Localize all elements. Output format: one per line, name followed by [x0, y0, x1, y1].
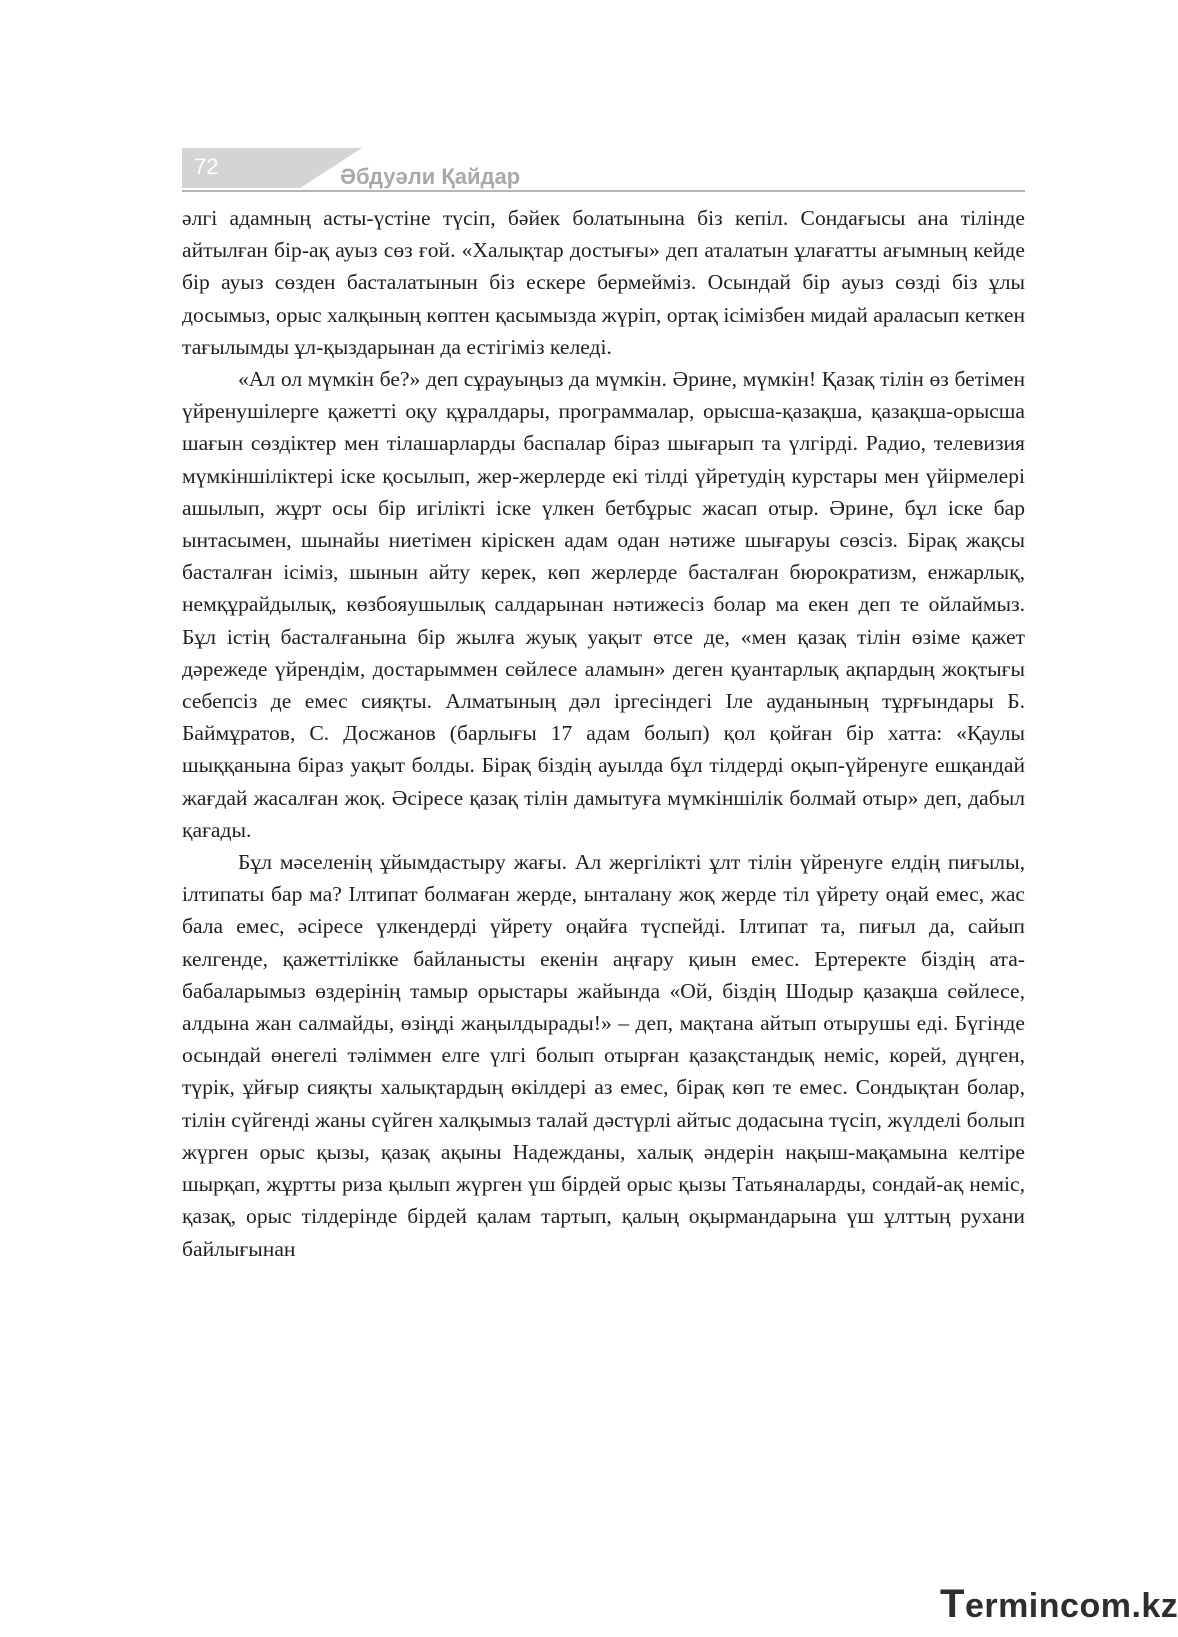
termincom-watermark-logo — [940, 1582, 1178, 1627]
page-header — [182, 148, 1025, 194]
body-text — [182, 202, 1025, 1265]
watermark-t: T — [940, 1582, 965, 1626]
paragraph-1: әлгі адамның асты-үстіне түсіп, бәйек болатынына біз кепіл. Сондағысы ана тілінде айтылған бір-ақ ауыз сөз ғой. «Халықтар достығы» деп аталатын ұлағатты ағымның кейде бір ауыз сөзден басталатынын біз ескере бермейміз. Осындай бір ауыз сөзді біз ұлы досымыз, орыс халқының көптен қасымызда жүріп, ортақ ісімізбен мидай араласып кеткен тағылымды ұл-қыздарынан да естігіміз келеді. — [182, 206, 1025, 359]
watermark-text: erminc — [964, 1587, 1080, 1625]
paragraph-2: «Ал ол мүмкін бе?» деп сұрауыңыз да мүмкін. Әрине, мүмкін! Қазақ тілін өз бетімен үйренушілерге қажетті оқу құралдары, программалар, орысша-қазақша, қазақша-орысша шағын сөздіктер мен тілашарларды баспалар біраз шығарып та үлгірді. Радио, телевизия мүмкіншіліктері іске қосылып, жер-жерлерде екі тілді үйретудің курстары мен үйірмелері ашылып, жұрт осы бір игілікті іске үлкен бетбұрыс жасап отыр. Әрине, бұл іске бар ынтасымен, шынайы ниетімен кіріскен адам одан нәтиже шығаруы сөзсіз. Бірақ жақсы басталған ісіміз, шынын айту керек, көп жерлерде басталған бюрократизм, енжарлық, немқұрайдылық, көзбояушылық салдарынан нәтижесіз болар ма екен деп те ойлаймыз. Бұл істің басталғанына бір жылға жуық уақыт өтсе де, «мен қазақ тілін өзіме қажет дәрежеде үйрендім, достарыммен сөйлесе аламын» деген қуантарлық ақпардың жоқтығы себепсіз де емес сияқты. Алматының дәл іргесіндегі Іле ауданының тұрғындары Б. Баймұратов, С. Досжанов (барлығы 17 адам болып) қол қойған бір хатта: «Қаулы шыққанына біраз уақыт болды. Бірақ біздің ауылда бұл тілдерді оқып-үйренуге ешқандай жағдай жасалған жоқ. Әсіресе қазақ тілін дамытуға мүмкіншілік болмай отыр» деп, дабыл қағады. — [182, 367, 1025, 842]
running-head-author: Әбдуәли Қайдар — [340, 164, 521, 189]
page-number-tab — [182, 148, 300, 188]
watermark-o: o — [1079, 1587, 1101, 1625]
watermark-tail: m.kz — [1100, 1587, 1178, 1625]
page-number: 72 — [194, 154, 219, 179]
header-rule — [182, 190, 1025, 192]
paragraph-3: Бұл мәселенің ұйымдастыру жағы. Ал жергілікті ұлт тілін үйренуге елдің пиғылы, ілтипаты бар ма? Ілтипат болмаған жерде, ынталану жоқ жерде тіл үйрету оңай емес, жас бала емес, әсіресе үлкендерді үйрету оңайға түспейді. Ілтипат та, пиғыл да, сайып келгенде, қажеттілікке байланысты екенін аңғару қиын емес. Ертеректе біздің ата-бабаларымыз өздерінің тамыр орыстары жайында «Ой, біздің Шодыр қазақша сөйлесе, алдына жан салмайды, өзіңді жаңылдырады!» – деп, мақтана айтып отырушы еді. Бүгінде осындай өнегелі тәліммен елге үлгі болып отырған қазақстандық неміс, корей, дүңген, түрік, ұйғыр сияқты халықтардың өкілдері аз емес, бірақ көп те емес. Сондықтан болар, тілін сүйгенді жаны сүйген халқымыз талай дәстүрлі айтыс додасына түсіп, жүлделі болып жүрген орыс қызы, қазақ ақыны Надежданы, халық әндерін нақыш-мақамына келтіре шырқап, жұртты риза қылып жүрген үш бірдей орыс қызы Татьяналарды, сондай-ақ неміс, қазақ, орыс тілдерінде бірдей қалам тартып, қалың оқырмандарына үш ұлттың рухани байлығынан — [182, 850, 1025, 1261]
